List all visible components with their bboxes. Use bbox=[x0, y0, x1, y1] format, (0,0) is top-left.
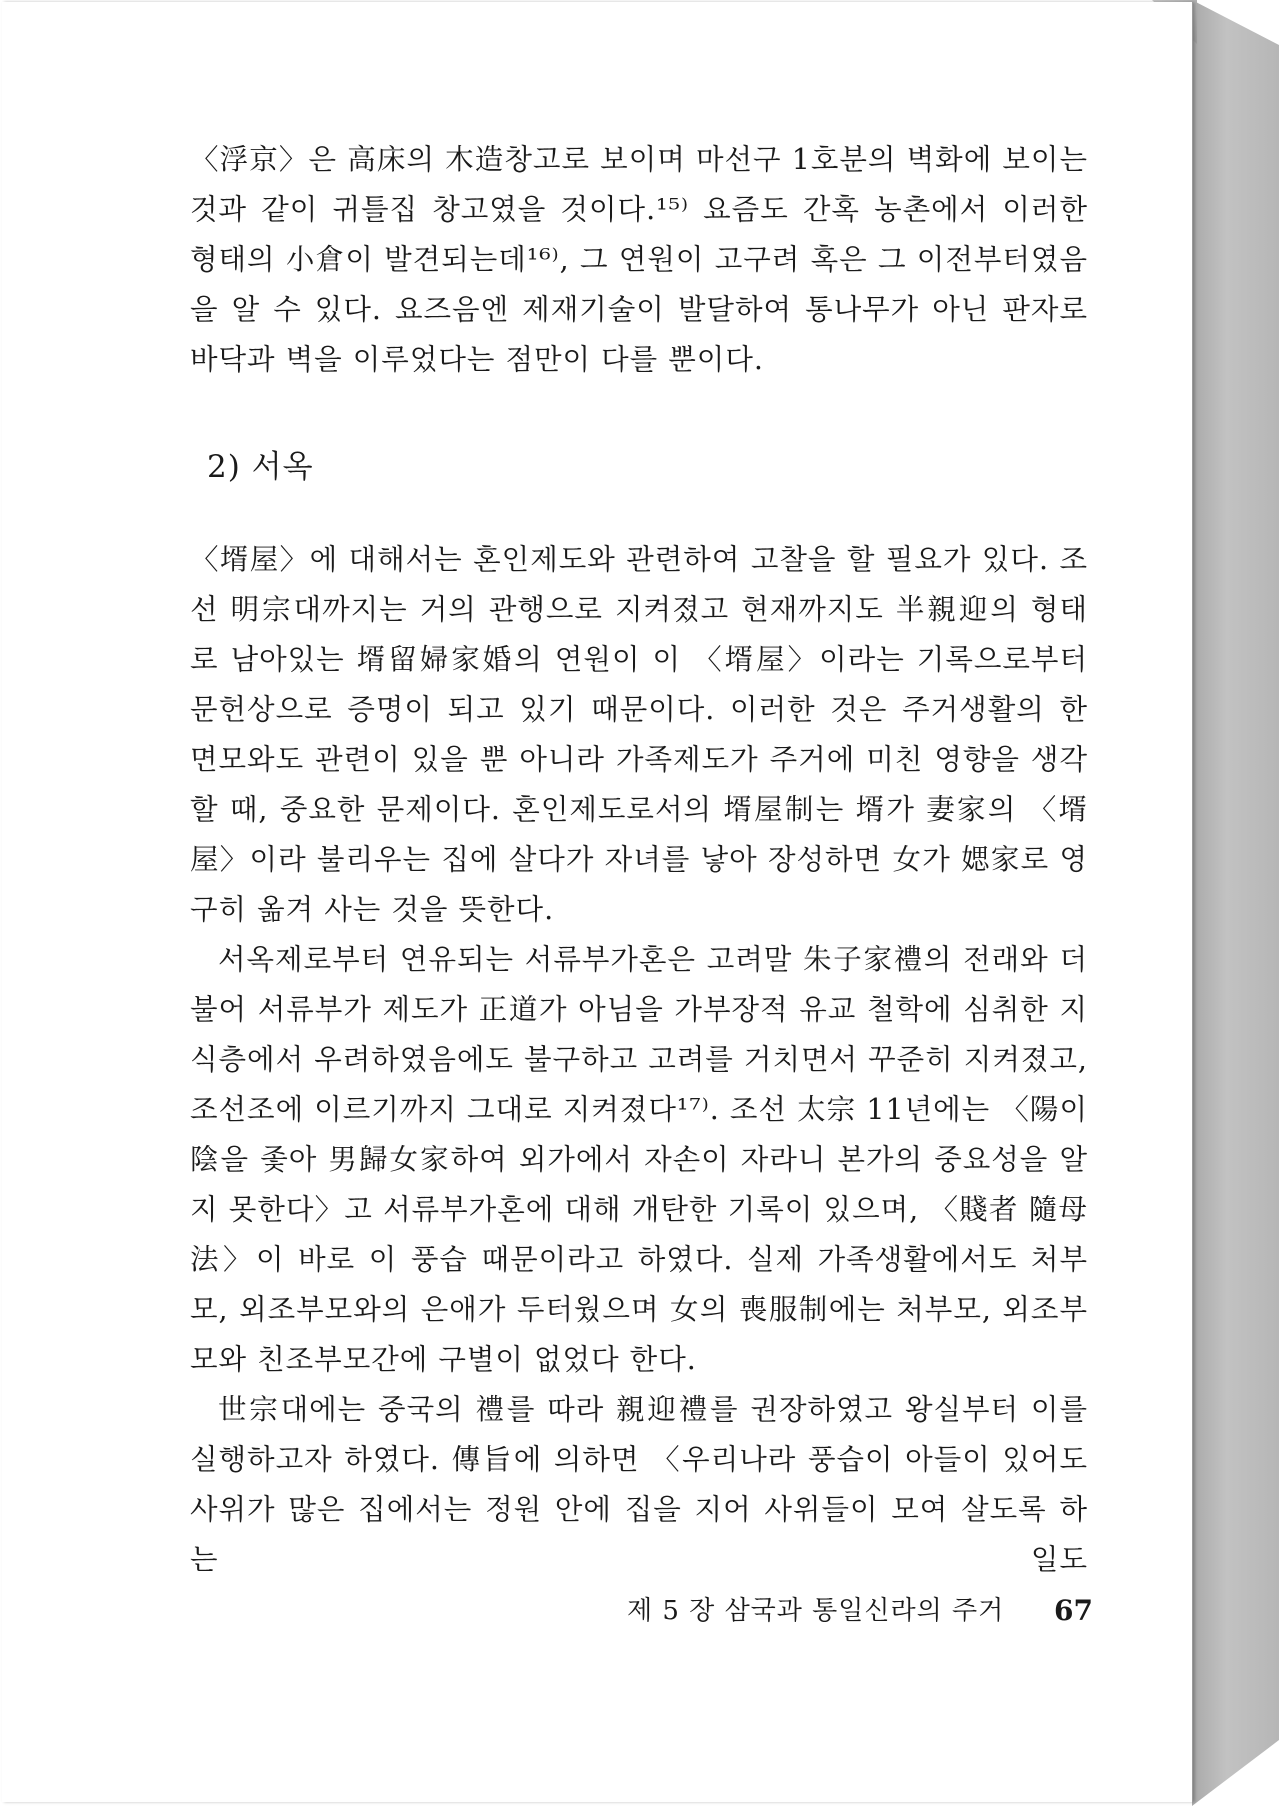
paragraph-4: 世宗대에는 중국의 禮를 따라 親迎禮를 권장하였고 왕실부터 이를 실행하고자 하였다. 傳旨에 의하면 〈우리나라 풍습이 아들이 있어도 사위가 많은 집에서는 정원 안에 집을 지어 사위들이 모여 살도록 하는 일도 bbox=[190, 1393, 1088, 1576]
paragraph-1: 〈浮京〉은 高床의 木造창고로 보이며 마선구 1호분의 벽화에 보이는 것과 같이 귀틀집 창고였을 것이다.¹⁵⁾ 요즘도 간혹 농촌에서 이러한 형태의 小倉이 발견되는데¹⁶⁾, 그 연원이 고구려 혹은 그 이전부터였음을 알 수 있다. 요즈음엔 제재기술이 발달하여 통나무가 아닌 판자로 바닥과 벽을 이루었다는 점만이 다를 뿐이다. bbox=[190, 143, 1088, 376]
page-stack-edge bbox=[1192, 0, 1279, 1806]
book-page bbox=[2, 2, 1193, 1802]
section-heading: 2) 서옥 bbox=[207, 449, 314, 485]
paragraph-2: 〈壻屋〉에 대해서는 혼인제도와 관련하여 고찰을 할 필요가 있다. 조선 明宗대까지는 거의 관행으로 지켜졌고 현재까지도 半親迎의 형태로 남아있는 壻留婦家婚의 연원이 이 〈壻屋〉이라는 기록으로부터 문헌상으로 증명이 되고 있기 때문이다. 이러한 것은 주거생활의 한 면모와도 관련이 있을 뿐 아니라 가족제도가 주거에 미친 영향을 생각할 때, 중요한 문제이다. 혼인제도로서의 壻屋制는 壻가 妻家의 〈壻屋〉이라 불리우는 집에 살다가 자녀를 낳아 장성하면 女가 媤家로 영구히 옮겨 사는 것을 뜻한다. bbox=[190, 543, 1088, 926]
page-number: 67 bbox=[1054, 1594, 1093, 1627]
paragraph-3: 서옥제로부터 연유되는 서류부가혼은 고려말 朱子家禮의 전래와 더불어 서류부가 제도가 正道가 아님을 가부장적 유교 철학에 심취한 지식층에서 우려하였음에도 불구하고 고려를 거치면서 꾸준히 지켜졌고, 조선조에 이르기까지 그대로 지켜졌다¹⁷⁾. 조선 太宗 11년에는 〈陽이 陰을 좇아 男歸女家하여 외가에서 자손이 자라니 본가의 중요성을 알지 못한다〉고 서류부가혼에 대해 개탄한 기록이 있으며, 〈賤者 隨母法〉이 바로 이 풍습 때문이라고 하였다. 실제 가족생활에서도 처부모, 외조부모와의 은애가 두터웠으며 女의 喪服制에는 처부모, 외조부모와 친조부모간에 구별이 없었다 한다. bbox=[190, 943, 1088, 1376]
running-footer-chapter: 제 5 장 삼국과 통일신라의 주거 bbox=[627, 1596, 1005, 1626]
